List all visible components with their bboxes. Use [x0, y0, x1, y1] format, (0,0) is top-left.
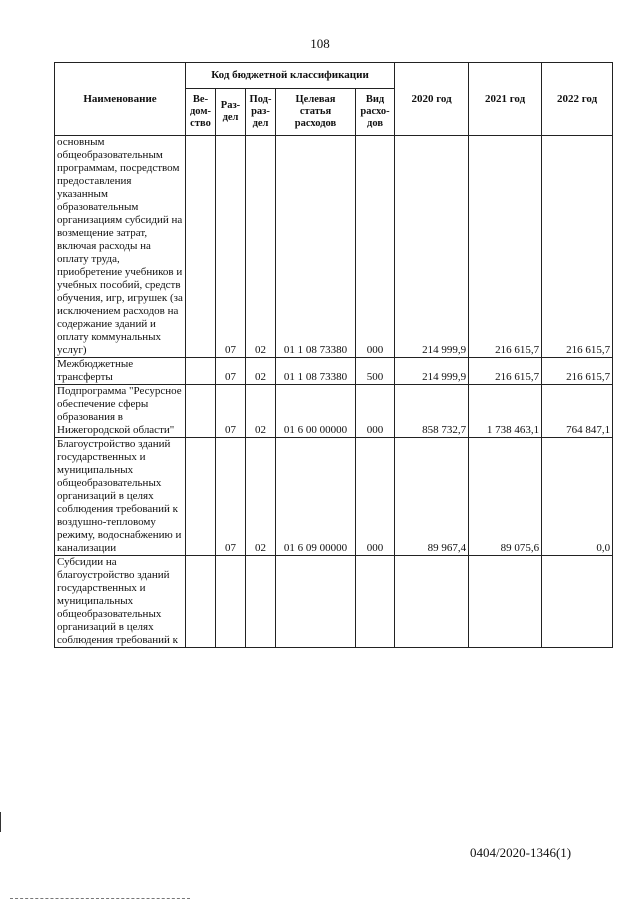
row-podrazdel — [246, 556, 276, 648]
row-razdel: 07 — [216, 358, 246, 385]
header-celevaya: Целевая статья расходов — [276, 89, 356, 136]
row-2022: 764 847,1 — [542, 385, 613, 438]
row-vid: 000 — [356, 385, 395, 438]
document-number: 0404/2020-1346(1) — [470, 845, 572, 860]
row-name: Субсидии на благоустройство зданий государственных и муниципальных общеобразовательных организаций в целях соблюдения требований к — [55, 556, 186, 648]
page-number: 108 — [310, 36, 330, 51]
header-2020: 2020 год — [395, 63, 469, 136]
row-razdel: 07 — [216, 385, 246, 438]
row-celevaya: 01 1 08 73380 — [276, 358, 356, 385]
row-2020: 858 732,7 — [395, 385, 469, 438]
table-row — [55, 385, 613, 438]
header-2021: 2021 год — [469, 63, 542, 136]
row-razdel — [216, 556, 246, 648]
row-2020 — [395, 556, 469, 648]
row-celevaya — [276, 556, 356, 648]
table-row — [55, 438, 613, 556]
row-podrazdel: 02 — [246, 136, 276, 358]
row-2020: 214 999,9 — [395, 136, 469, 358]
row-ved — [186, 438, 216, 556]
header-2022: 2022 год — [542, 63, 613, 136]
header-vedomstvo: Ве- дом- ство — [186, 89, 216, 136]
bottom-rule — [10, 898, 190, 899]
header-classification-group: Код бюджетной классификации — [186, 63, 395, 89]
row-2021 — [469, 556, 542, 648]
row-celevaya: 01 1 08 73380 — [276, 136, 356, 358]
table-row — [55, 556, 613, 648]
row-2020: 89 967,4 — [395, 438, 469, 556]
row-name: Благоустройство зданий государственных и муниципальных общеобразовательных организаций в целях соблюдения требований к воздушно-тепловому режиму, водоснабжению и канализации — [55, 438, 186, 556]
row-razdel: 07 — [216, 136, 246, 358]
row-2021: 1 738 463,1 — [469, 385, 542, 438]
table-row — [55, 136, 613, 358]
row-celevaya: 01 6 09 00000 — [276, 438, 356, 556]
row-podrazdel: 02 — [246, 385, 276, 438]
row-vid — [356, 556, 395, 648]
budget-table — [54, 62, 613, 648]
row-razdel: 07 — [216, 438, 246, 556]
row-ved — [186, 358, 216, 385]
row-vid: 000 — [356, 438, 395, 556]
row-2022: 216 615,7 — [542, 358, 613, 385]
row-2021: 216 615,7 — [469, 358, 542, 385]
margin-mark — [0, 812, 1, 832]
row-2022: 216 615,7 — [542, 136, 613, 358]
row-vid: 500 — [356, 358, 395, 385]
row-ved — [186, 385, 216, 438]
row-2022: 0,0 — [542, 438, 613, 556]
row-podrazdel: 02 — [246, 358, 276, 385]
row-name: основным общеобразовательным программам, посредством предоставления указанным образовательным организациям субсидий на возмещение затрат, включая расходы на оплату труда, приобретение учебников и учебных пособий, средств обучения, игр, игрушек (за исключением расходов на содержание зданий и оплату коммунальных услуг) — [55, 136, 186, 358]
row-name: Подпрограмма "Ресурсное обеспечение сферы образования в Нижегородской области" — [55, 385, 186, 438]
row-2021: 89 075,6 — [469, 438, 542, 556]
header-vid: Вид расхо- дов — [356, 89, 395, 136]
row-2021: 216 615,7 — [469, 136, 542, 358]
row-podrazdel: 02 — [246, 438, 276, 556]
table-row — [55, 358, 613, 385]
row-ved — [186, 556, 216, 648]
header-name: Наименование — [55, 63, 186, 136]
row-vid: 000 — [356, 136, 395, 358]
header-podrazdel: Под- раз- дел — [246, 89, 276, 136]
row-2020: 214 999,9 — [395, 358, 469, 385]
row-2022 — [542, 556, 613, 648]
header-razdel: Раз- дел — [216, 89, 246, 136]
row-name: Межбюджетные трансферты — [55, 358, 186, 385]
row-celevaya: 01 6 00 00000 — [276, 385, 356, 438]
row-ved — [186, 136, 216, 358]
